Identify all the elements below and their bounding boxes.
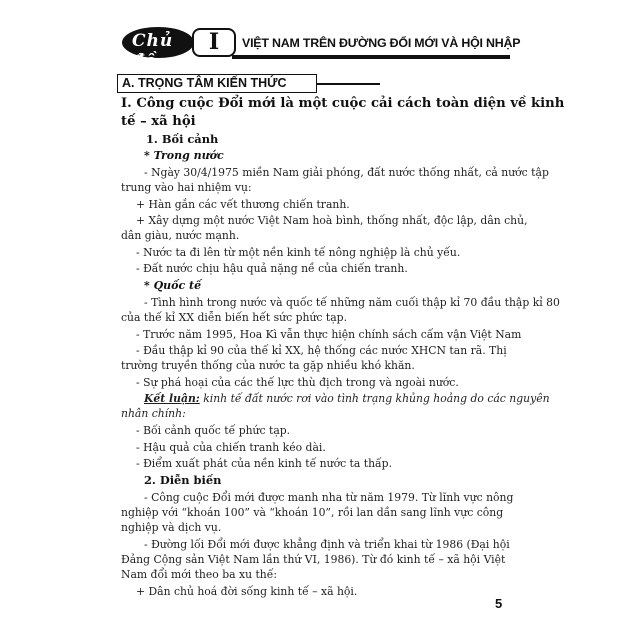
section-banner [117,74,375,93]
s1-heading: 1. Bối cảnh [146,132,219,146]
conclusion-line2: nhân chính: [121,407,186,420]
domestic-label: * Trong nước [144,149,224,162]
domestic-line: - Đất nước chịu hậu quả nặng nề của chiến tranh. [136,262,408,275]
international-label: * Quốc tế [144,279,202,292]
s2-heading: 2. Diễn biến [144,473,222,487]
chapter-title-bar [232,33,521,59]
conclusion-item: - Bối cảnh quốc tế phức tạp. [136,424,291,437]
international-line: - Trước năm 1995, Hoa Kì vẫn thực hiện chính sách cấm vận Việt Nam [136,328,522,341]
international-line: - Sự phá hoại của các thế lực thù địch trong và ngoài nước. [136,376,459,389]
conclusion-label: Kết luận: [144,392,200,405]
conclusion-item: - Điểm xuất phát của nền kinh tế nước ta thấp. [136,457,393,470]
chapter-title: VIỆT NAM TRÊN ĐƯỜNG ĐỔI MỚI VÀ HỘI NHẬP [242,36,521,50]
chapter-oval [122,27,194,71]
s2-line: Đảng Cộng sản Việt Nam lần thứ VI, 1986). Từ đó kinh tế – xã hội Việt [121,553,506,566]
section-divider [316,83,380,85]
domestic-line: - Ngày 30/4/1975 miền Nam giải phóng, đất nước thống nhất, cả nước tập [144,166,549,179]
domestic-line: dân giàu, nước mạnh. [121,229,240,242]
conclusion-text: kinh tế đất nước rơi vào tình trạng khủng hoảng do các nguyên [203,392,550,405]
conclusion-item: - Hậu quả của chiến tranh kéo dài. [136,441,326,454]
international-line: - Tình hình trong nước và quốc tế những năm cuối thập kỉ 70 đầu thập kỉ 80 [144,296,560,309]
international-line: - Đầu thập kỉ 90 của thế kỉ XX, hệ thống các nước XHCN tan rã. Thị [136,344,507,357]
domestic-line: + Hàn gắn các vết thương chiến tranh. [136,198,350,211]
s2-line: - Công cuộc Đổi mới được manh nha từ năm 1979. Từ lĩnh vực nông [144,491,514,504]
s2-line: - Đường lối Đổi mới được khẳng định và triển khai từ 1986 (Đại hội [144,538,510,551]
s2-line: nghiệp với “khoán 100” và “khoán 10”, rồi lan dần sang lĩnh vực công [121,506,504,519]
s2-line: nghiệp và dịch vụ. [121,521,222,534]
international-line: của thế kỉ XX diễn biến hết sức phức tạp. [121,311,348,324]
conclusion-line1 [144,392,550,406]
domestic-line: + Xây dựng một nước Việt Nam hoà bình, thống nhất, độc lập, dân chủ, [136,214,528,227]
page-number: 5 [495,596,503,611]
section-box [117,74,317,93]
s2-line: + Dân chủ hoá đời sống kinh tế – xã hội. [136,585,358,598]
chapter-number: I [208,29,220,55]
international-line: trường truyền thống của nước ta gặp nhiều khó khăn. [121,359,415,372]
chapter-header [122,27,521,71]
domestic-line: - Nước ta đi lên từ một nền kinh tế nông nghiệp là chủ yếu. [136,246,461,259]
part1-heading-line2: tế – xã hội [121,114,196,129]
chapter-word: Chủ đề [132,31,174,71]
s2-line: Nam đổi mới theo ba xu thế: [121,568,278,581]
section-title: A. TRỌNG TÂM KIẾN THỨC [122,76,287,90]
part1-heading-line1: I. Công cuộc Đổi mới là một cuộc cải cách toàn diện về kinh [121,96,565,111]
chapter-number-box [192,28,236,57]
domestic-line: trung vào hai nhiệm vụ: [121,181,252,194]
